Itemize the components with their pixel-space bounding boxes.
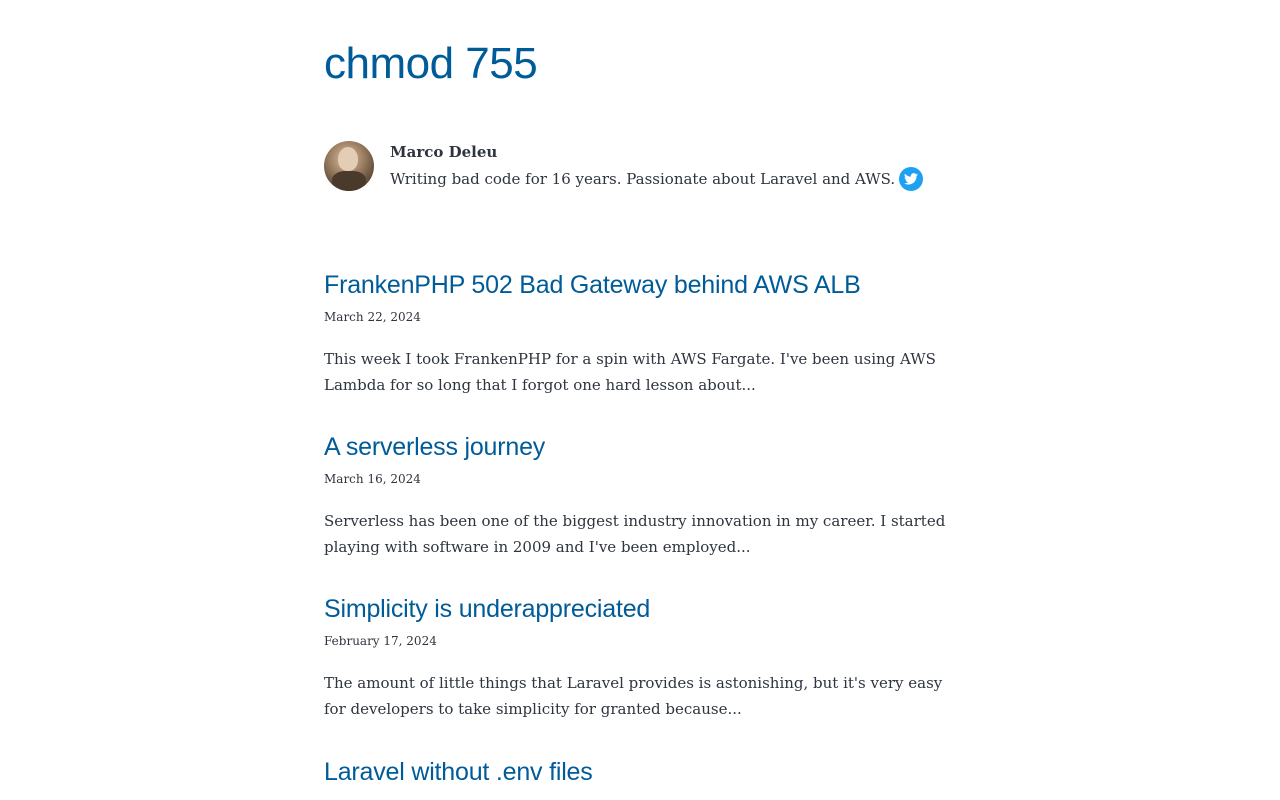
author-avatar (324, 141, 374, 191)
author-description: Writing bad code for 16 years. Passionate about Laravel and AWS. (390, 170, 896, 188)
post-excerpt: Serverless has been one of the biggest industry innovation in my career. I started playing with software in 2009 and I've been employed... (324, 511, 946, 556)
post-item (324, 270, 964, 398)
post-title-link[interactable]: Laravel without .env files (324, 758, 593, 786)
avatar-body-shape (332, 171, 366, 191)
post-title-link[interactable]: Simplicity is underappreciated (324, 595, 651, 623)
post-date: March 22, 2024 (324, 310, 421, 324)
post-title-link[interactable]: A serverless journey (324, 433, 546, 461)
twitter-icon[interactable] (899, 167, 923, 191)
author-bio (324, 141, 984, 193)
post-excerpt: The amount of little things that Laravel provides is astonishing, but it's very easy for developers to take simplicity for granted because... (324, 673, 943, 718)
post-item (324, 432, 964, 560)
post-item (324, 757, 964, 787)
post-excerpt: This week I took FrankenPHP for a spin with AWS Fargate. I've been using AWS Lambda for so long that I forgot one hard lesson about... (324, 349, 936, 394)
post-item (324, 594, 964, 722)
site-title-link[interactable]: chmod 755 (324, 39, 538, 88)
post-date: February 17, 2024 (324, 634, 437, 648)
author-name: Marco Deleu (390, 143, 498, 161)
avatar-face-shape (338, 147, 358, 171)
post-date: March 16, 2024 (324, 472, 421, 486)
author-description-row (390, 167, 923, 191)
post-title-link[interactable]: FrankenPHP 502 Bad Gateway behind AWS ALB (324, 271, 861, 299)
